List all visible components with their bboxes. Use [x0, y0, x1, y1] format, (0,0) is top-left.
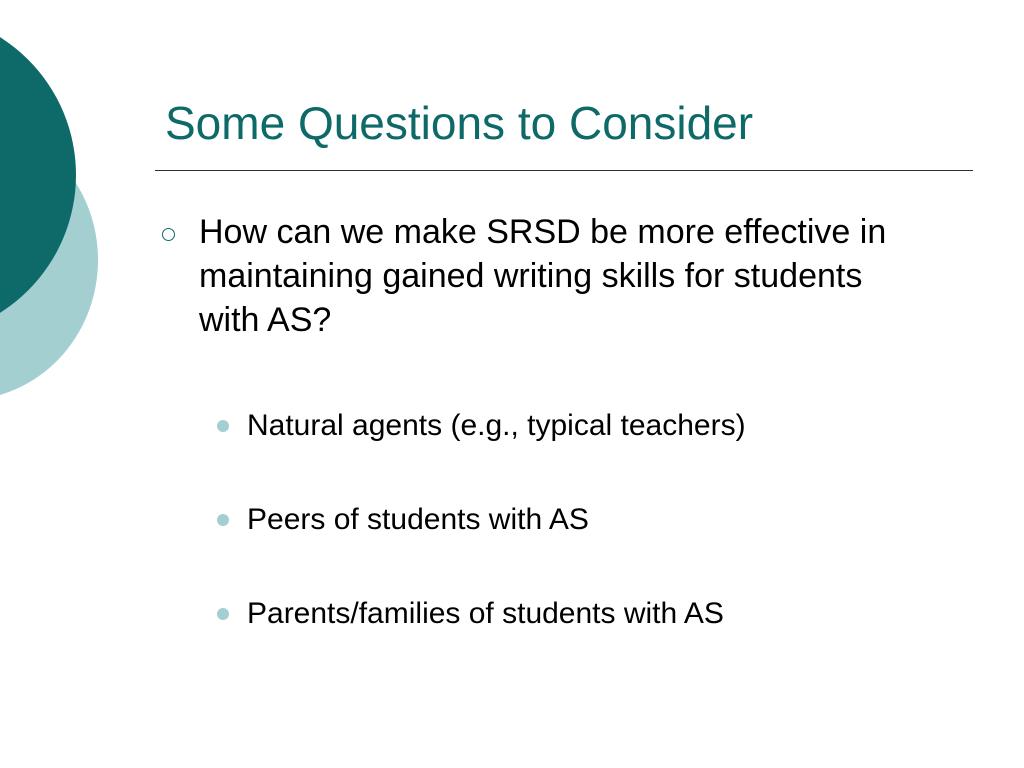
sub-bullet-text: Parents/families of students with AS	[247, 597, 724, 630]
title-divider	[155, 170, 973, 171]
sub-bullet-text: Peers of students with AS	[247, 503, 589, 536]
dot-bullet-icon	[217, 420, 229, 432]
dot-bullet-icon	[217, 514, 229, 526]
ring-bullet-icon	[162, 228, 175, 241]
sub-bullet	[217, 592, 746, 636]
sub-bullet-list	[217, 404, 746, 686]
main-bullet-text: How can we make SRSD be more effective in maintaining gained writing skills for students with AS?	[199, 213, 887, 339]
main-bullet	[162, 210, 902, 342]
sub-bullet-text: Natural agents (e.g., typical teachers)	[247, 409, 746, 442]
sub-bullet	[217, 498, 746, 542]
slide-title: Some Questions to Consider	[165, 97, 754, 149]
sub-bullet	[217, 404, 746, 448]
dot-bullet-icon	[217, 608, 229, 620]
